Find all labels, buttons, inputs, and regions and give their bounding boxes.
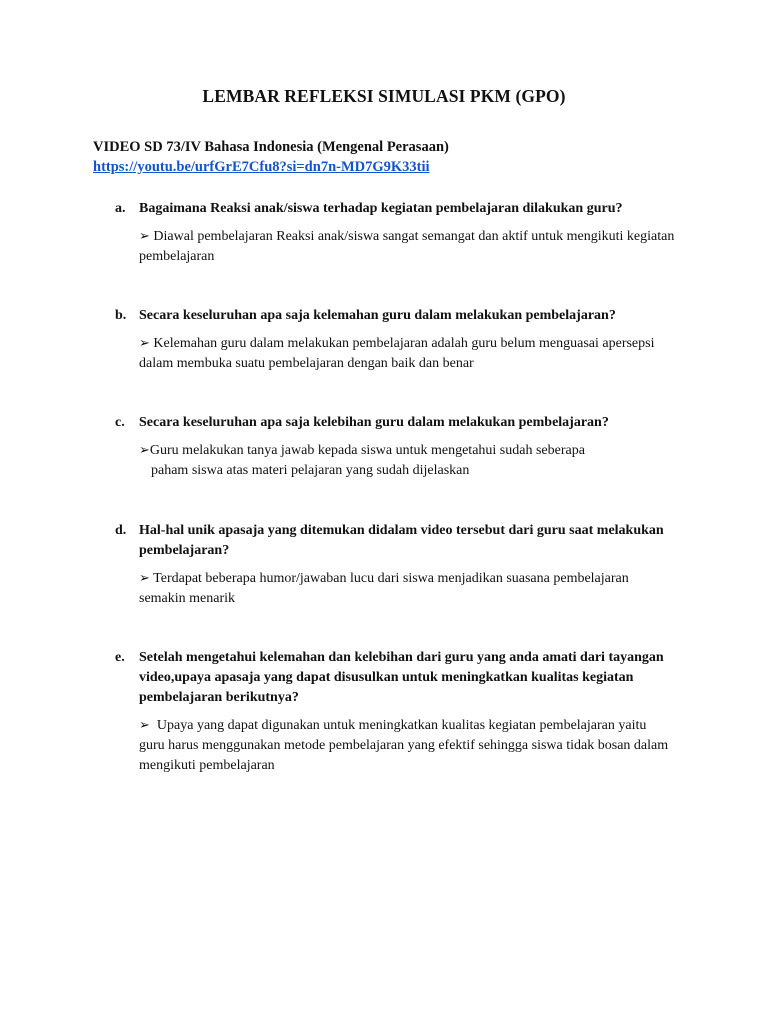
arrow-bullet-icon: ➢ (139, 718, 150, 733)
answer-text: Kelemahan guru dalam melakukan pembelajaran adalah guru belum menguasai apersepsi dalam membuka suatu pembelajaran dengan baik dan benar (139, 336, 655, 371)
answer-text: Terdapat beberapa humor/jawaban lucu dari siswa menjadikan suasana pembelajaran semakin menarik (139, 571, 629, 606)
answer-d (139, 569, 675, 609)
answer-a (139, 227, 675, 267)
question-text: Setelah mengetahui kelemahan dan kelebihan dari guru yang anda amati dari tayangan video,upaya apasaja yang dapat disusulkan untuk meningkatkan kualitas kegiatan pembelajaran berikutnya? (139, 650, 664, 705)
answer-e (139, 716, 675, 776)
reflection-item-e (115, 648, 675, 776)
answer-text: Upaya yang dapat digunakan untuk meningkatkan kualitas kegiatan pembelajaran yaitu guru harus menggunakan metode pembelajaran yang efektif sehingga siswa tidak bosan dalam mengikuti pembelajaran (139, 718, 669, 773)
question-text: Hal-hal unik apasaja yang ditemukan didalam video tersebut dari guru saat melakukan pembelajaran? (139, 523, 664, 558)
question-c (115, 413, 675, 433)
arrow-bullet-icon: ➢ (139, 229, 150, 244)
question-a (115, 199, 675, 219)
arrow-bullet-icon: ➢ (139, 571, 150, 586)
question-letter: e. (115, 650, 125, 665)
question-letter: c. (115, 415, 125, 430)
question-letter: a. (115, 201, 126, 216)
video-link[interactable]: https://youtu.be/urfGrE7Cfu8?si=dn7n-MD7G9K33tii (93, 159, 430, 175)
question-text: Secara keseluruhan apa saja kelemahan guru dalam melakukan pembelajaran? (139, 308, 616, 323)
question-d (115, 521, 675, 561)
answer-b (139, 334, 675, 374)
answer-c (139, 441, 675, 481)
answer-text: Diawal pembelajaran Reaksi anak/siswa sangat semangat dan aktif untuk mengikuti kegiatan pembelajaran (139, 229, 675, 264)
video-title: VIDEO SD 73/IV Bahasa Indonesia (Mengenal Perasaan) (93, 139, 449, 155)
reflection-item-a (115, 199, 675, 267)
document-title: LEMBAR REFLEKSI SIMULASI PKM (GPO) (202, 86, 566, 106)
question-text: Bagaimana Reaksi anak/siswa terhadap kegiatan pembelajaran dilakukan guru? (139, 201, 623, 216)
answer-line-2: paham siswa atas materi pelajaran yang sudah dijelaskan (151, 463, 470, 478)
answer-line-1 (139, 441, 675, 461)
reflection-item-c (115, 413, 675, 481)
arrow-bullet-icon: ➢ (139, 443, 150, 458)
question-letter: d. (115, 523, 127, 538)
question-b (115, 306, 675, 326)
arrow-bullet-icon: ➢ (139, 336, 150, 351)
question-letter: b. (115, 308, 127, 323)
question-text: Secara keseluruhan apa saja kelebihan guru dalam melakukan pembelajaran? (139, 415, 609, 430)
reflection-item-d (115, 521, 675, 609)
answer-text: Guru melakukan tanya jawab kepada siswa untuk mengetahui sudah seberapa (149, 443, 585, 458)
question-e (115, 648, 675, 708)
reflection-item-b (115, 306, 675, 374)
